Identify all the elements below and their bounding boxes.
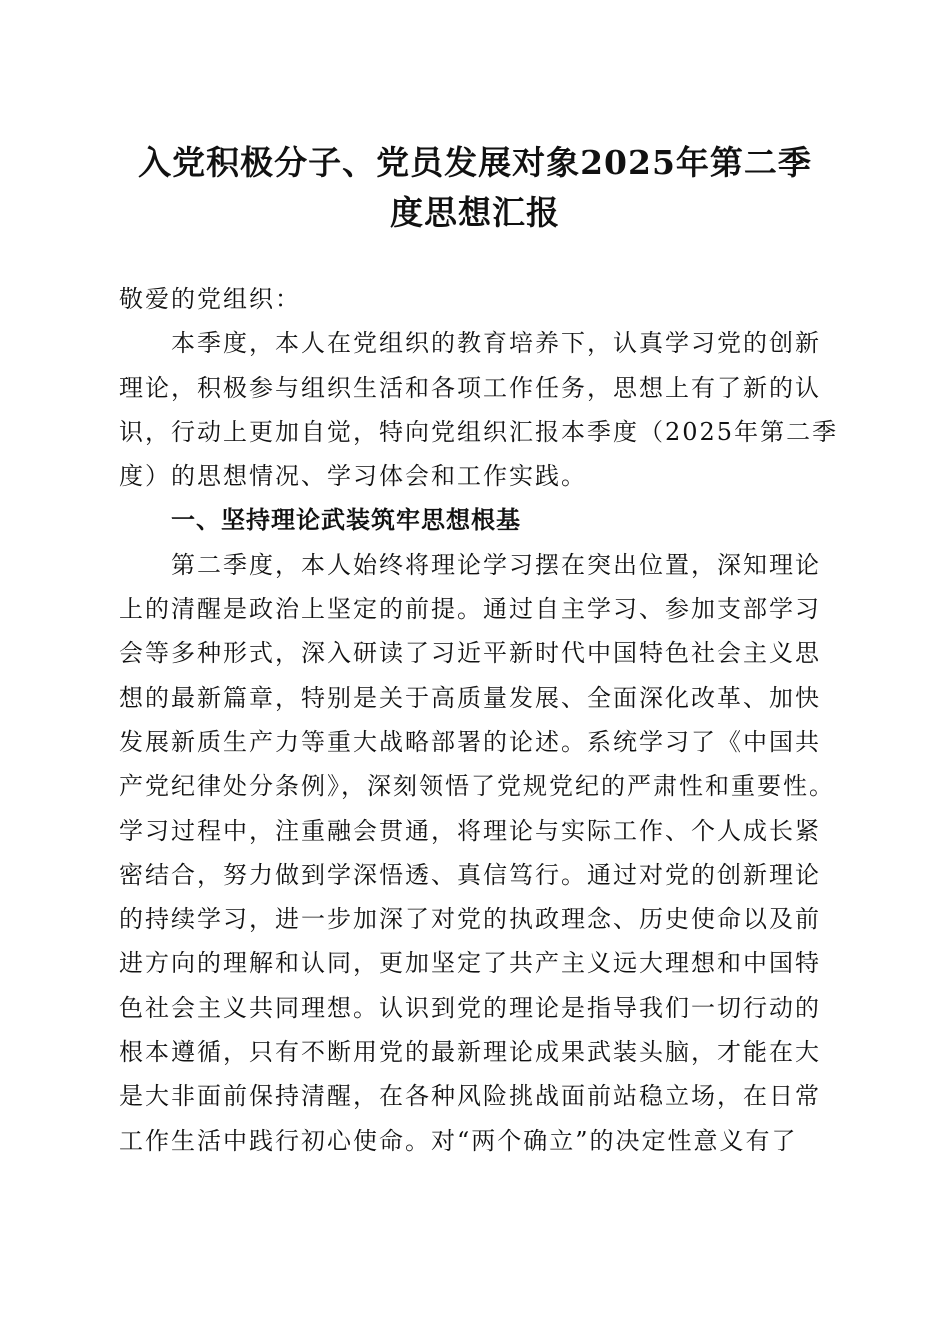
- paragraph-line: 色社会主义共同理想。认识到党的理论是指导我们一切行动的: [119, 993, 821, 1022]
- paragraph-line: 识，行动上更加自觉，特向党组织汇报本季度（2025年第二季: [119, 417, 839, 446]
- paragraph-line: 上的清醒是政治上坚定的前提。通过自主学习、参加支部学习: [119, 595, 821, 624]
- paragraph-line: 的持续学习，进一步加深了对党的执政理念、历史使命以及前: [119, 905, 821, 934]
- paragraph-line: 产党纪律处分条例》，深刻领悟了党规党纪的严肃性和重要性。: [119, 772, 835, 801]
- paragraph-line: 第二季度，本人始终将理论学习摆在突出位置，深知理论: [171, 550, 821, 579]
- paragraph-line: 进方向的理解和认同，更加坚定了共产主义远大理想和中国特: [119, 949, 821, 978]
- paragraph-line: 是大非面前保持清醒，在各种风险挑战面前站稳立场，在日常: [119, 1082, 821, 1111]
- paragraph-line: 想的最新篇章，特别是关于高质量发展、全面深化改革、加快: [119, 683, 821, 712]
- title-line-2: 度思想汇报: [390, 193, 560, 232]
- intro-paragraph: [119, 321, 839, 498]
- paragraph-line: 发展新质生产力等重大战略部署的论述。系统学习了《中国共: [119, 727, 821, 756]
- document-title: [100, 138, 850, 238]
- paragraph-line: 学习过程中，注重融会贯通，将理论与实际工作、个人成长紧: [119, 816, 821, 845]
- title-line-1: 入党积极分子、党员发展对象2025年第二季: [138, 143, 812, 182]
- paragraph-line: 理论，积极参与组织生活和各项工作任务，思想上有了新的认: [119, 373, 821, 402]
- paragraph-line: 工作生活中践行初心使命。对“两个确立”的决定性意义有了: [119, 1126, 798, 1155]
- section-heading: 一、坚持理论武装筑牢思想根基: [171, 506, 521, 535]
- paragraph-line: 密结合，努力做到学深悟透、真信笃行。通过对党的创新理论: [119, 860, 821, 889]
- paragraph-line: 根本遵循，只有不断用党的最新理论成果武装头脑，才能在大: [119, 1038, 821, 1067]
- paragraph-line: 度）的思想情况、学习体会和工作实践。: [119, 462, 587, 491]
- document-body: [119, 277, 839, 1163]
- paragraph-line: 会等多种形式，深入研读了习近平新时代中国特色社会主义思: [119, 639, 821, 668]
- section-1-paragraph: [119, 543, 839, 1163]
- paragraph-line: 本季度，本人在党组织的教育培养下，认真学习党的创新: [171, 329, 821, 358]
- salutation: 敬爱的党组织：: [119, 285, 301, 313]
